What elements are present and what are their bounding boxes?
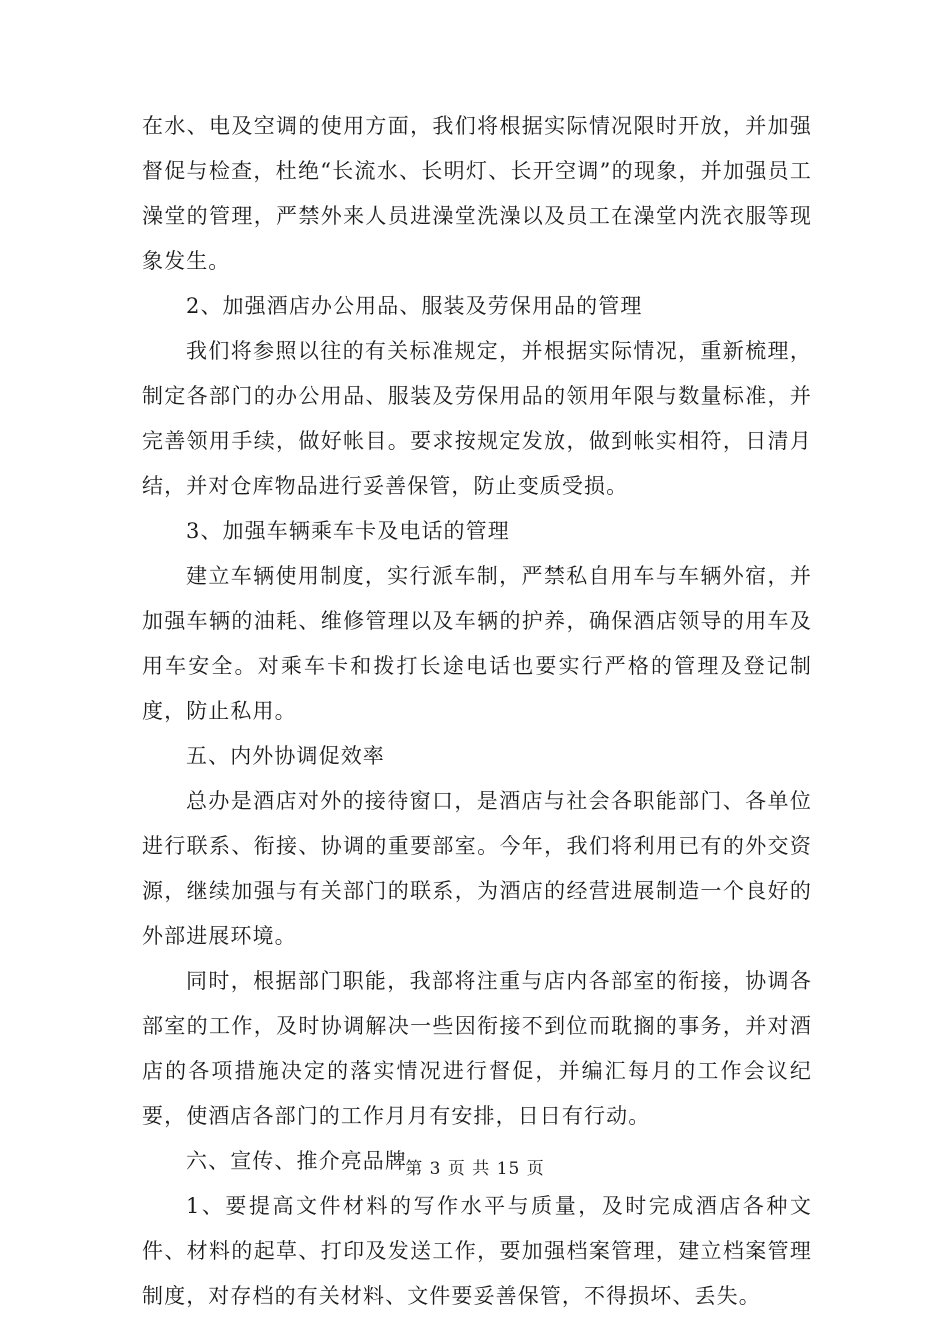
heading-office-supplies: 2、加强酒店办公用品、服装及劳保用品的管理 — [186, 294, 643, 318]
heading-vehicle-phone: 3、加强车辆乘车卡及电话的管理 — [186, 519, 510, 543]
heading-publicity: 六、宣传、推介亮品牌 — [186, 1149, 407, 1173]
paragraph-external-coordination: 总办是酒店对外的接待窗口，是酒店与社会各职能部门、各单位进行联系、衔接、协调的重要部室。今年，我们将利用已有的外交资源，继续加强与有关部门的联系，为酒店的经营进展制造一个良好的外部进展环境。 — [142, 789, 812, 948]
page-number-footer: 第 3 页 共 15 页 — [405, 1159, 545, 1179]
paragraph-document-writing: 1、要提高文件材料的写作水平与质量，及时完成酒店各种文件、材料的起草、打印及发送工作，要加强档案管理，建立档案管理制度，对存档的有关材料、文件要妥善保管，不得损坏、丢失。 — [142, 1194, 812, 1308]
heading-coordination: 五、内外协调促效率 — [186, 744, 385, 768]
paragraph-vehicle-phone: 建立车辆使用制度，实行派车制，严禁私自用车与车辆外宿，并加强车辆的油耗、维修管理以及车辆的护养，确保酒店领导的用车及用车安全。对乘车卡和拨打长途电话也要实行严格的管理及登记制度，防止私用。 — [142, 564, 812, 723]
paragraph-utilities-management: 在水、电及空调的使用方面，我们将根据实际情况限时开放，并加强督促与检查，杜绝“长流水、长明灯、长开空调”的现象，并加强员工澡堂的管理，严禁外来人员进澡堂洗澡以及员工在澡堂内洗衣服等现象发生。 — [142, 114, 812, 273]
paragraph-internal-coordination: 同时，根据部门职能，我部将注重与店内各部室的衔接，协调各部室的工作，及时协调解决一些因衔接不到位而耽搁的事务，并对酒店的各项措施决定的落实情况进行督促，并编汇每月的工作会议纪要，使酒店各部门的工作月月有安排，日日有行动。 — [142, 969, 812, 1128]
document-body — [142, 104, 812, 1319]
paragraph-office-supplies: 我们将参照以往的有关标准规定，并根据实际情况，重新梳理，制定各部门的办公用品、服装及劳保用品的领用年限与数量标准，并完善领用手续，做好帐目。要求按规定发放，做到帐实相符，日清月结，并对仓库物品进行妥善保管，防止变质受损。 — [142, 339, 812, 498]
